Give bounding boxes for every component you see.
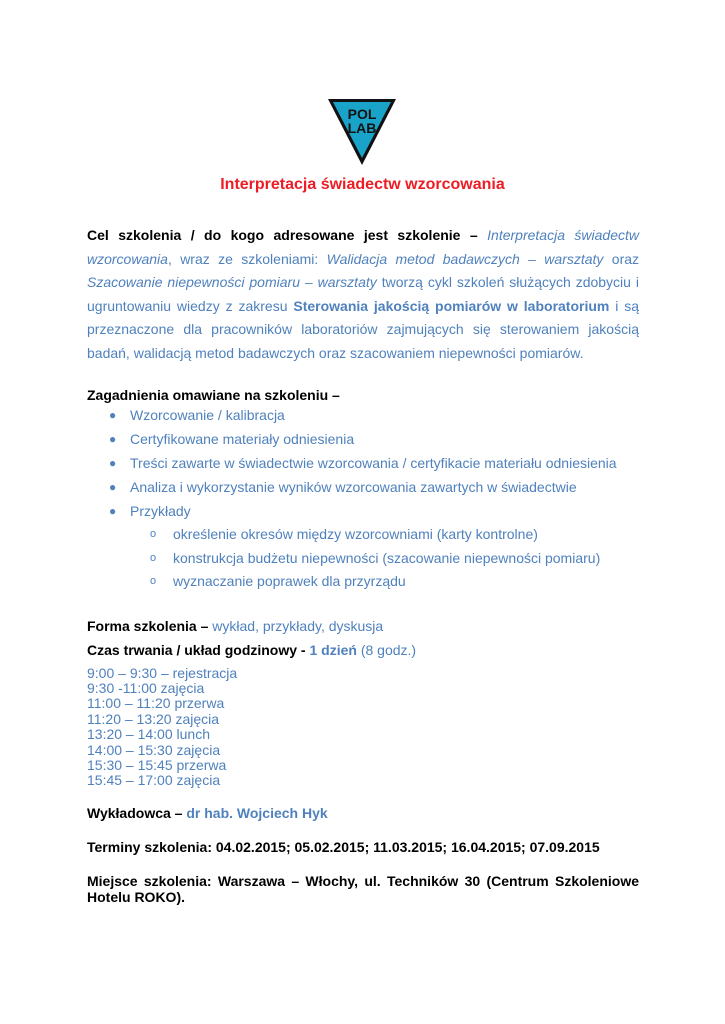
list-item [87,403,639,427]
schedule-row: 9:30 -11:00 zajęcia [87,679,205,696]
duration-value: 1 dzień [309,641,357,658]
schedule-row: 13:20 – 14:00 lunch [87,726,210,743]
list-item [87,451,639,475]
circle-bullet-icon: o [150,551,157,564]
schedule-row: 15:30 – 15:45 przerwa [87,756,227,773]
list-item [130,547,639,571]
list-item [87,475,639,499]
schedule-row: 14:00 – 15:30 zajęcia [87,741,221,758]
lecturer-name: dr hab. Wojciech Hyk [186,804,328,821]
intro-course-walidacja: Walidacja metod badawczych – warsztaty [326,250,604,267]
intro-text-8: i są przeznaczone dla pracowników laboratoriów zajmujących się sterowaniem jakością badań, walidacją metod badawczych oraz szacowaniem niepewności pomiarów. [87,297,639,361]
training-place: Miejsce szkolenia: Warszawa – Włochy, ul. Techników 30 (Centrum Szkoleniowe Hotelu ROKO). [87,872,639,905]
intro-text-6: tworzą cykl szkoleń służących zdobyciu i ugruntowaniu wiedzy z zakresu [87,274,639,314]
logo-text-lab: LAB [347,120,377,136]
bullet-icon: ● [109,432,117,446]
intro-course-szacowanie: Szacowanie niepewności pomiaru – warsztaty [87,274,377,290]
circle-bullet-icon: o [150,528,157,540]
form-line [87,614,639,638]
intro-course-title: Interpretacja świadectw wzorcowania [87,227,640,267]
form-value: wykład, przykłady, dyskusja [212,617,384,634]
schedule-row: 15:45 – 17:00 zajęcia [87,772,221,789]
schedule [87,666,639,789]
subtopic-text: określenie okresów między wzorcowniami (karty kontrolne) [173,526,538,542]
duration-line [87,638,639,662]
intro-text-4: oraz [611,250,640,267]
lecturer-line [87,805,639,821]
subtopics-list [130,523,639,594]
intro-highlight: Sterowania jakością pomiarów w laboratorium [293,297,610,314]
schedule-row: 11:00 – 11:20 przerwa [87,695,225,712]
list-item [130,523,639,547]
intro-paragraph [87,224,639,365]
list-item [87,499,639,594]
intro-text-2: , wraz ze szkoleniami: [167,250,319,267]
circle-bullet-icon: o [150,575,157,587]
subtopic-text: konstrukcja budżetu niepewności (szacowanie niepewności pomiaru) [173,549,601,566]
topics-list [87,403,639,594]
page-title: Interpretacja świadectw wzorcowania [220,176,505,193]
list-item [130,570,639,594]
form-label: Forma szkolenia – [87,617,209,634]
list-item [87,427,639,451]
bullet-icon: ● [109,456,117,470]
bullet-icon: ● [109,408,117,422]
lecturer-label: Wykładowca – [87,804,183,821]
duration-extra: (8 godz.) [360,641,417,658]
topic-text: Przykłady [130,503,191,519]
document-body [87,224,639,905]
bullet-icon: ● [109,480,117,494]
intro-lead: Cel szkolenia / do kogo adresowane jest szkolenie – [87,227,478,243]
topic-text: Wzorcowanie / kalibracja [130,407,285,423]
schedule-row: 11:20 – 13:20 zajęcia [87,710,220,727]
training-dates: Terminy szkolenia: 04.02.2015; 05.02.2015; 11.03.2015; 16.04.2015; 07.09.2015 [87,838,600,855]
duration-label: Czas trwania / układ godzinowy - [87,641,306,658]
topic-text: Certyfikowane materiały odniesienia [130,431,355,447]
logo-text-pol: POL [347,106,377,122]
bullet-icon: ● [109,504,117,518]
subtopic-text: wyznaczanie poprawek dla przyrządu [173,573,406,589]
schedule-row: 9:00 – 9:30 – rejestracja [87,664,238,681]
pollab-logo [326,97,398,167]
topic-text: Treści zawarte w świadectwie wzorcowania / certyfikacie materiału odniesienia [130,455,617,471]
topic-text: Analiza i wykorzystanie wyników wzorcowania zawartych w świadectwie [130,479,577,495]
topics-heading: Zagadnienia omawiane na szkoleniu – [87,387,340,403]
